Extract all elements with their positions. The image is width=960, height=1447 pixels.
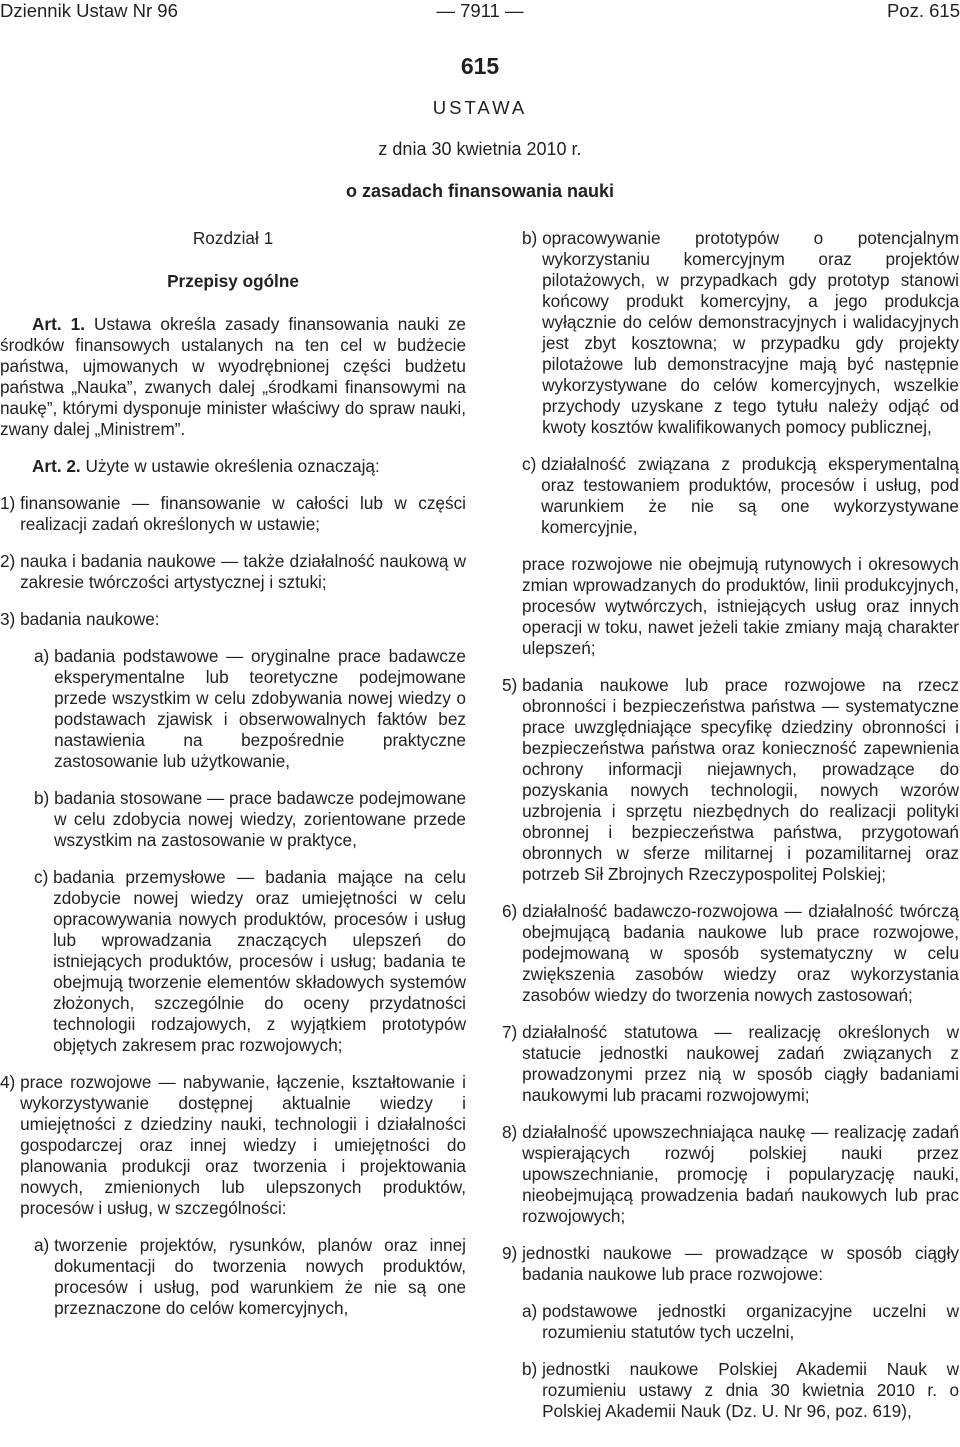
item-text: działalność statutowa — realizację określonych w statucie jednostki naukowej zadań związanych z prowadzonymi przez nią w sposób ciągły badaniami naukowymi lub pracami rozwojowymi; <box>522 1022 959 1105</box>
item-text: podstawowe jednostki organizacyjne uczelni w rozumieniu statutów tych uczelni, <box>542 1301 959 1342</box>
definition-item <box>0 493 466 535</box>
item-marker: a) <box>522 1301 543 1321</box>
item-text: działalność badawczo-rozwojowa — działalność twórczą obejmującą badania naukowe lub prace rozwojowe, podejmowaną w sposób systematyczny w celu zwiększenia zasobów wiedzy oraz wykorzystania zasobów wiedzy do tworzenia nowych zastosowań; <box>522 901 959 1005</box>
item-marker: 4) <box>0 1072 21 1092</box>
definition-item <box>0 551 466 593</box>
item-marker: b) <box>522 1359 543 1379</box>
article-1-label: Art. 1. <box>32 314 85 334</box>
position-number: Poz. 615 <box>886 0 960 21</box>
item-text: nauka i badania naukowe — także działalność naukową w zakresie twórczości artystycznej i sztuki; <box>20 551 466 592</box>
act-number: 615 <box>460 53 500 79</box>
right-column <box>502 228 959 1422</box>
item-marker: 7) <box>502 1022 523 1042</box>
item-marker: 9) <box>502 1243 523 1263</box>
definition-item <box>502 901 959 1006</box>
item-marker: b) <box>522 228 543 248</box>
definition-item <box>502 1122 959 1227</box>
item-text: jednostki naukowe — prowadzące w sposób ciągły badania naukowe lub prace rozwojowe: <box>522 1243 959 1284</box>
definition-subitem <box>502 1359 959 1422</box>
item-text: badania stosowane — prace badawcze podejmowane w celu zdobycia nowej wiedzy, zorientowane przede wszystkim na zastosowanie w praktyce, <box>54 788 466 850</box>
definition-item <box>0 609 466 630</box>
page-header <box>0 0 960 26</box>
article-1-text: Ustawa określa zasady finansowania nauki ze środków finansowych ustalanych na ten cel w budżecie państwa, ujmowanych w wyodrębnionej części budżetu państwa „Nauka”, zwanych dalej „środkami finansowymi na naukę”, którymi dysponuje minister właściwy do spraw nauki, zwany dalej „Ministrem”. <box>0 314 466 439</box>
item-text: finansowanie — finansowanie w całości lub w części realizacji zadań określonych w ustawie; <box>20 493 466 534</box>
article-2 <box>0 456 466 477</box>
item-text: działalność związana z produkcją eksperymentalną oraz testowaniem produktów, procesów i usług, pod warunkiem że nie są one wykorzystywane komercyjnie, <box>541 454 959 537</box>
chapter-title: Przepisy ogólne <box>167 271 299 291</box>
act-date: z dnia 30 kwietnia 2010 r. <box>378 139 582 159</box>
article-2-text: Użyte w ustawie określenia oznaczają: <box>85 456 380 476</box>
item-text: badania przemysłowe — badania mające na celu zdobycie nowej wiedzy oraz umiejętności w celu opracowywania nowych produktów, procesów i usług lub wprowadzania znaczących ulepszeń do istniejących produktów, procesów i usług; badania te obejmują tworzenie elementów składowych systemów złożonych, szczególnie do oceny przydatności technologii rodzajowych, z wyjątkiem prototypów objętych zakresem prac rozwojowych; <box>53 867 466 1055</box>
definition-item <box>0 1072 466 1219</box>
item-marker: b) <box>34 788 55 808</box>
definition-item <box>502 675 959 885</box>
act-type: USTAWA <box>432 97 528 118</box>
article-2-label: Art. 2. <box>32 456 81 476</box>
item-text: badania naukowe lub prace rozwojowe na rzecz obronności i bezpieczeństwa państwa — systematyczne prace uwzględniające specyfikę dziedziny obronności i bezpieczeństwa państwa oraz konieczność zapewnienia ochrony informacji niejawnych, prowadzące do pozyskania nowych technologii, nowych wzorów uzbrojenia i sprzętu niezbędnych do realizacji polityki obronnej i bezpieczeństwa państwa, przygotowań obronnych w sferze militarnej i pozamilitarnej oraz potrzeb Sił Zbrojnych Rzeczypospolitej Polskiej; <box>522 675 959 884</box>
item-marker: c) <box>522 454 542 474</box>
item-marker: c) <box>34 867 54 887</box>
item-text: badania podstawowe — oryginalne prace badawcze eksperymentalne lub teoretyczne podejmowane przede wszystkim w celu zdobywania nowej wiedzy o podstawach zjawisk i obserwowalnych faktów bez nastawienia na bezpośrednie praktyczne zastosowanie lub użytkowanie, <box>54 646 466 771</box>
item-text: opracowywanie prototypów o potencjalnym wykorzystaniu komercyjnym oraz projektów pilotażowych, w przypadkach gdy prototyp stanowi końcowy produkt komercyjny, a jego produkcja wyłącznie do celów demonstracyjnych i walidacyjnych jest zbyt kosztowna; w przypadku gdy projekty pilotażowe lub demonstracyjne mają być następnie wykorzystywane do celów komercyjnych, wszelkie przychody uzyskane z tego tytułu należy odjąć od kwoty kosztów kwalifikowanych pomocy publicznej, <box>542 228 959 437</box>
item-text: badania naukowe: <box>20 609 160 629</box>
item-marker: a) <box>34 1235 55 1255</box>
definition-subitem <box>0 646 466 772</box>
item-marker: 6) <box>502 901 523 921</box>
item-marker: 5) <box>502 675 523 695</box>
chapter-label: Rozdział 1 <box>192 228 274 248</box>
definition-subitem <box>502 1301 959 1343</box>
item-text: tworzenie projektów, rysunków, planów oraz innej dokumentacji do tworzenia nowych produktów, procesów i usług, pod warunkiem że nie są one przeznaczone do celów komercyjnych, <box>54 1235 466 1318</box>
item-text: działalność upowszechniająca naukę — realizację zadań wspierających rozwój polskiej nauki przez upowszechnianie, promocję i popularyzację nauki, nieobejmującą prowadzenia badań naukowych lub prac rozwojowych; <box>522 1122 959 1226</box>
item-marker: 8) <box>502 1122 523 1142</box>
definition-subitem <box>502 228 959 438</box>
page-number: — 7911 — <box>436 0 524 21</box>
item-marker: 2) <box>0 551 21 571</box>
item-text: jednostki naukowe Polskiej Akademii Nauk w rozumieniu ustawy z dnia 30 kwietnia 2010 r. o Polskiej Akademii Nauk (Dz. U. Nr 96, poz. 619), <box>542 1359 959 1421</box>
article-1 <box>0 314 466 440</box>
definition-subitem <box>0 867 466 1056</box>
item-text: prace rozwojowe — nabywanie, łączenie, kształtowanie i wykorzystywanie dostępnej aktualnie wiedzy i umiejętności z dziedziny nauki, technologii i działalności gospodarczej oraz innej wiedzy i umiejętności do planowania produkcji oraz tworzenia i projektowania nowych, zmienionych lub ulepszonych produktów, procesów i usług, w szczególności: <box>20 1072 466 1218</box>
definition-subitem <box>0 788 466 851</box>
definition-item <box>502 1243 959 1285</box>
definition-subitem <box>502 454 959 538</box>
item-marker: 3) <box>0 609 21 629</box>
definition-subitem <box>0 1235 466 1319</box>
definition-note: prace rozwojowe nie obejmują rutynowych i okresowych zmian wprowadzanych do produktów, linii produkcyjnych, procesów wytwórczych, istniejących usług oraz innych operacji w toku, nawet jeżeli takie zmiany mają charakter ulepszeń; <box>522 554 959 658</box>
journal-title: Dziennik Ustaw Nr 96 <box>0 0 178 21</box>
act-title: o zasadach finansowania nauki <box>345 181 615 201</box>
item-marker: a) <box>34 646 55 666</box>
definition-item <box>502 1022 959 1106</box>
item-marker: 1) <box>0 493 21 513</box>
left-column <box>0 228 466 1319</box>
